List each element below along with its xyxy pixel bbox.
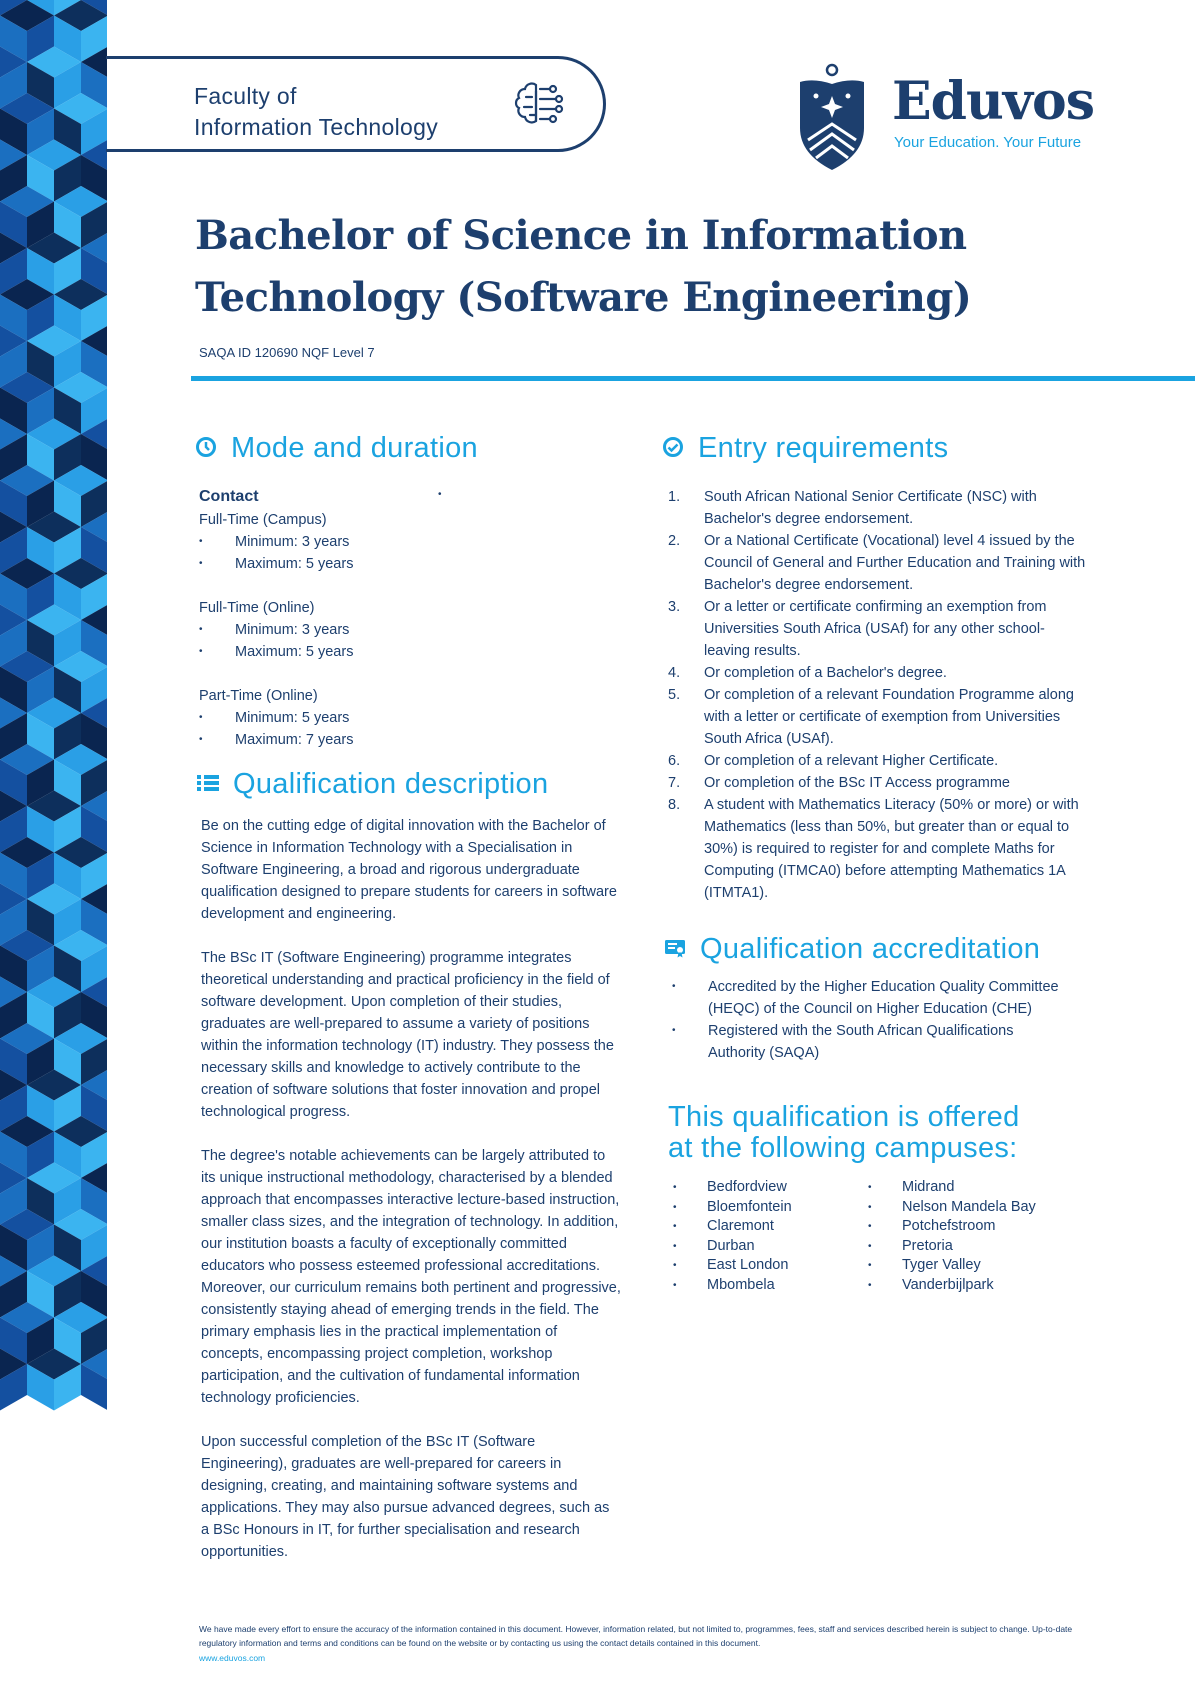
page-title: Bachelor of Science in Information Technology (Software Engineering) (195, 212, 972, 321)
list-item: • East London (673, 1256, 792, 1276)
list-item: • Accredited by the Higher Education Quality Committee (HEQC) of the Council on Higher Education (CHE) (672, 976, 1072, 1020)
list-item: • Potchefstroom (868, 1217, 1036, 1237)
list-icon (197, 772, 219, 794)
list-item: 3. Or a letter or certificate confirming an exemption from Universities South Africa (USAf) for any other school-leaving results. (668, 599, 1047, 659)
certificate-icon (664, 937, 686, 959)
brand-tagline: Your Education. Your Future (894, 134, 1082, 151)
list-item: • Midrand (868, 1178, 1036, 1198)
list-item: • Minimum: 3 years (199, 531, 559, 553)
list-item: 8. A student with Mathematics Literacy (50% or more) or with Mathematics (less than 50%, but greater than or equal to 30%) is required to register for and complete Maths for Computing (ITMCA0) before attempting Mathematics 1A (ITMTA1). (668, 797, 1079, 901)
list-item: • Vanderbijlpark (868, 1276, 1036, 1296)
paragraph: Upon successful completion of the BSc IT (Software Engineering), graduates are well-prepared for careers in designing, creating, and maintaining software systems and applications. They may also pursue advanced degrees, such as a BSc Honours in IT, for further specialisation and research opportunities. (201, 1434, 610, 1560)
list-item: • Maximum: 5 years (199, 641, 559, 663)
paragraph: The degree's notable achievements can be largely attributed to its unique instructional methodology, characterised by a blended approach that encompasses interactive lecture-based instruction, smaller class sizes, and the integration of technology. In addition, our institution boasts a faculty of exceptionally committed educators who possess esteemed professional accreditations. Moreover, our curriculum remains both pertinent and progressive, consistently staying ahead of emerging trends in the field. The primary emphasis lies in the practical implementation of concepts, encompassing project completion, workshop participation, and the cultivation of fundamental information technology proficiencies. (201, 1148, 621, 1406)
title-divider (191, 376, 1195, 381)
disclaimer: We have made every effort to ensure the accuracy of the information contained in this document. However, information related, but not limited to, programmes, fees, staff and services described herein is subject to change. Up-to-date regulatory information and terms and conditions can be found on the website or by contacting us using the contact details contained in this document. (199, 1624, 1073, 1648)
clock-icon (195, 436, 217, 458)
accreditation-heading: Qualification accreditation (664, 933, 1040, 966)
list-item: • Maximum: 7 years (199, 729, 559, 751)
campus-list-col2 (868, 1178, 1036, 1295)
list-item: • Durban (673, 1237, 792, 1257)
list-item: • Maximum: 5 years (199, 553, 559, 575)
accreditation-list (672, 976, 1072, 1064)
list-item: • Registered with the South African Qualifications Authority (SAQA) (672, 1020, 1072, 1064)
list-item: 7. Or completion of the BSc IT Access programme (668, 775, 1010, 791)
list-item: 5. Or completion of a relevant Foundation Programme along with a letter or certificate of exemption from Universities South Africa (USAf). (668, 687, 1074, 747)
list-item: • Mbombela (673, 1276, 792, 1296)
qualification-description-heading: Qualification description (197, 768, 548, 801)
paragraph: The BSc IT (Software Engineering) programme integrates theoretical understanding and practical proficiency in the field of software development. Upon completion of their studies, graduates are well-prepared to assume a variety of positions within the information technology (IT) industry. They possess the necessary skills and knowledge to actively contribute to the creation of software solutions that foster innovation and propel technological progress. (201, 950, 614, 1120)
list-item: • Tyger Valley (868, 1256, 1036, 1276)
list-item: 6. Or completion of a relevant Higher Certificate. (668, 753, 999, 769)
decorative-side-strip (0, 0, 107, 1696)
list-item: • Nelson Mandela Bay (868, 1198, 1036, 1218)
saqa-id: SAQA ID 120690 NQF Level 7 (199, 345, 375, 360)
entry-requirements-heading: Entry requirements (662, 432, 948, 465)
shield-crest-icon (796, 62, 868, 172)
list-item: • Pretoria (868, 1237, 1036, 1257)
mode-group: Part-Time (Online) • Minimum: 5 years • Maximum: 7 years (199, 685, 559, 751)
check-circle-icon (662, 436, 684, 458)
brand-name: Eduvos (892, 71, 1094, 132)
list-item: • Claremont (673, 1217, 792, 1237)
list-item: • Minimum: 3 years (199, 619, 559, 641)
faculty-badge (106, 56, 606, 152)
list-item: 1. South African National Senior Certificate (NSC) with Bachelor's degree endorsement. (668, 489, 1037, 527)
contact-label: Contact (199, 488, 259, 505)
qualification-description (201, 815, 621, 1585)
list-item: • Bloemfontein (673, 1198, 792, 1218)
campuses-heading: This qualification is offered at the following campuses: (668, 1101, 1020, 1164)
website-link[interactable]: www.eduvos.com (199, 1653, 266, 1663)
mode-group: Full-Time (Online) • Minimum: 3 years • Maximum: 5 years (199, 597, 559, 663)
mode-group: Full-Time (Campus) • Minimum: 3 years • Maximum: 5 years (199, 509, 559, 575)
list-item: • Minimum: 5 years (199, 707, 559, 729)
bullet-dot: • (438, 489, 442, 500)
mode-duration-heading: Mode and duration (195, 432, 478, 465)
list-item: • Bedfordview (673, 1178, 792, 1198)
entry-requirements-list (668, 486, 1088, 904)
brain-circuit-icon (510, 77, 566, 133)
list-item: 2. Or a National Certificate (Vocational) level 4 issued by the Council of General and Further Education and Training with Bachelor's degree endorsement. (668, 533, 1086, 593)
list-item: 4. Or completion of a Bachelor's degree. (668, 665, 947, 681)
faculty-name: Faculty of Information Technology (194, 83, 438, 140)
campus-list-col1 (673, 1178, 792, 1295)
paragraph: Be on the cutting edge of digital innovation with the Bachelor of Science in Information Technology with a Specialisation in Software Engineering, a broad and rigorous undergraduate qualification designed to prepare students for careers in software development and engineering. (201, 818, 617, 922)
mode-duration-section (199, 485, 559, 773)
geometric-cube-pattern (0, 0, 107, 1696)
